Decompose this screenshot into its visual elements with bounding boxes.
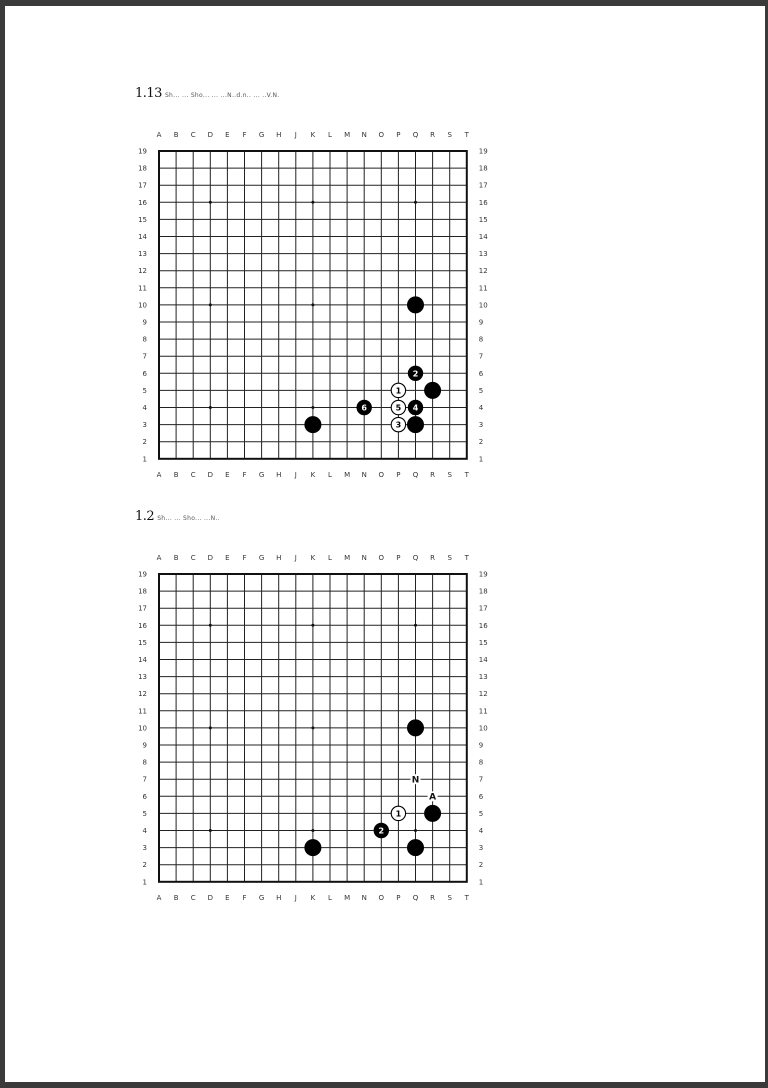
- star-point: [209, 829, 212, 832]
- diagram-2-go-board: [5, 496, 765, 926]
- row-label: 12: [138, 267, 147, 276]
- row-label: 6: [478, 792, 484, 801]
- column-label: H: [276, 554, 282, 562]
- row-label: 19: [478, 147, 488, 156]
- column-label: B: [173, 893, 179, 902]
- column-label: R: [430, 554, 436, 562]
- row-label: 16: [478, 198, 488, 207]
- column-label: A: [156, 554, 162, 562]
- row-label: 18: [138, 164, 147, 173]
- column-label: K: [310, 554, 316, 562]
- row-label: 13: [478, 673, 488, 682]
- star-point: [311, 726, 314, 729]
- star-point: [311, 406, 314, 409]
- row-label: 14: [138, 233, 147, 241]
- row-label: 2: [478, 861, 484, 870]
- row-label: 18: [138, 587, 147, 596]
- row-label: 7: [478, 352, 484, 361]
- row-label: 15: [138, 638, 147, 647]
- column-label: N: [361, 131, 367, 139]
- black-stone: [305, 417, 321, 433]
- row-label: 5: [142, 809, 147, 818]
- column-label: P: [396, 893, 401, 902]
- column-label: M: [344, 470, 351, 479]
- column-label: B: [173, 131, 179, 139]
- row-label: 12: [478, 690, 488, 699]
- row-label: 11: [138, 284, 147, 293]
- star-point: [311, 303, 314, 306]
- board-marker-label: N: [411, 775, 420, 786]
- column-label: N: [361, 470, 367, 479]
- row-label: 8: [142, 758, 147, 767]
- row-label: 3: [478, 844, 484, 853]
- column-label: R: [430, 470, 436, 479]
- column-label: J: [294, 554, 297, 562]
- diagram-1-go-board: [5, 6, 765, 496]
- black-stone: [408, 297, 424, 313]
- row-label: 18: [478, 587, 488, 596]
- row-label: 2: [142, 861, 147, 870]
- row-label: 1: [478, 878, 484, 887]
- column-label: K: [310, 470, 316, 479]
- black-stone: [305, 840, 321, 856]
- column-label: Q: [412, 893, 419, 902]
- column-label: G: [258, 554, 265, 562]
- column-label: A: [156, 470, 162, 479]
- column-label: R: [430, 131, 436, 139]
- star-point: [414, 624, 417, 627]
- column-label: M: [344, 893, 351, 902]
- row-label: 2: [142, 438, 147, 447]
- star-point: [209, 624, 212, 627]
- column-label: H: [276, 470, 282, 479]
- row-label: 17: [478, 604, 488, 613]
- row-label: 10: [138, 301, 147, 310]
- row-label: 11: [478, 707, 488, 716]
- row-label: 7: [142, 775, 147, 784]
- move-number-label: 3: [395, 420, 402, 430]
- row-label: 19: [138, 570, 147, 579]
- column-label: A: [156, 131, 162, 139]
- row-label: 14: [478, 233, 488, 241]
- move-number-label: 1: [395, 386, 402, 396]
- row-label: 6: [478, 369, 484, 378]
- row-label: 1: [478, 455, 484, 464]
- row-label: 9: [478, 318, 484, 327]
- row-label: 16: [138, 621, 147, 630]
- row-label: 13: [138, 673, 147, 682]
- row-label: 18: [478, 164, 488, 173]
- row-label: 15: [478, 215, 488, 224]
- row-label: 17: [138, 604, 147, 613]
- column-label: O: [378, 554, 385, 562]
- row-label: 13: [138, 250, 147, 259]
- star-point: [209, 201, 212, 204]
- row-label: 8: [478, 758, 484, 767]
- diagram-2-number: 1.2: [135, 509, 155, 524]
- star-point: [311, 624, 314, 627]
- column-label: E: [225, 893, 230, 902]
- row-label: 3: [478, 421, 484, 430]
- star-point: [414, 201, 417, 204]
- black-stone: [408, 417, 424, 433]
- row-label: 15: [138, 215, 147, 224]
- row-label: 5: [478, 386, 484, 395]
- move-number-label: 1: [395, 809, 402, 819]
- column-label: S: [447, 131, 452, 139]
- column-label: Q: [412, 470, 419, 479]
- column-label: N: [361, 893, 367, 902]
- row-label: 6: [142, 369, 147, 378]
- column-label: O: [378, 470, 385, 479]
- row-label: 16: [138, 198, 147, 207]
- row-label: 3: [142, 421, 147, 430]
- column-label: F: [242, 554, 247, 562]
- star-point: [209, 406, 212, 409]
- row-label: 12: [478, 267, 488, 276]
- column-label: E: [225, 131, 230, 139]
- black-stone: [425, 382, 441, 398]
- column-label: H: [276, 893, 282, 902]
- column-label: J: [294, 893, 297, 902]
- row-label: 16: [478, 621, 488, 630]
- row-label: 14: [138, 656, 147, 664]
- row-label: 4: [142, 827, 147, 835]
- column-label: F: [242, 131, 247, 139]
- row-label: 17: [478, 181, 488, 190]
- row-label: 7: [478, 775, 484, 784]
- row-label: 19: [478, 570, 488, 579]
- row-label: 8: [142, 335, 147, 344]
- column-label: D: [207, 893, 213, 902]
- row-label: 1: [142, 878, 147, 887]
- column-label: D: [207, 131, 213, 139]
- star-point: [209, 303, 212, 306]
- column-label: H: [276, 131, 282, 139]
- row-label: 7: [142, 352, 147, 361]
- column-label: M: [344, 131, 351, 139]
- column-label: B: [173, 554, 179, 562]
- row-label: 2: [478, 438, 484, 447]
- column-label: D: [207, 470, 213, 479]
- column-label: Q: [412, 131, 419, 139]
- column-label: J: [294, 131, 297, 139]
- column-label: L: [328, 470, 332, 479]
- diagram-1-number: 1.13: [135, 86, 162, 101]
- board-marker-label: A: [429, 792, 437, 803]
- row-label: 6: [142, 792, 147, 801]
- row-label: 11: [478, 284, 488, 293]
- column-label: T: [464, 554, 469, 562]
- row-label: 5: [142, 386, 147, 395]
- row-label: 11: [138, 707, 147, 716]
- column-label: K: [310, 893, 316, 902]
- column-label: O: [378, 131, 385, 139]
- column-label: T: [464, 131, 469, 139]
- column-label: P: [396, 131, 401, 139]
- column-label: O: [378, 893, 385, 902]
- column-label: N: [361, 554, 367, 562]
- column-label: R: [430, 893, 436, 902]
- row-label: 10: [138, 724, 147, 733]
- document-page: [5, 6, 765, 1082]
- row-label: 9: [478, 741, 484, 750]
- row-label: 1: [142, 455, 147, 464]
- column-label: C: [190, 893, 196, 902]
- row-label: 4: [478, 404, 484, 412]
- column-label: Q: [412, 554, 419, 562]
- column-label: G: [258, 131, 265, 139]
- row-label: 13: [478, 250, 488, 259]
- column-label: J: [294, 470, 297, 479]
- column-label: F: [242, 893, 247, 902]
- star-point: [209, 726, 212, 729]
- column-label: M: [344, 554, 351, 562]
- row-label: 3: [142, 844, 147, 853]
- column-label: L: [328, 131, 332, 139]
- move-number-label: 2: [378, 826, 385, 836]
- column-label: P: [396, 470, 401, 479]
- row-label: 9: [142, 741, 147, 750]
- column-label: B: [173, 470, 179, 479]
- column-label: T: [464, 470, 469, 479]
- diagram-2-subtitle: Sh... ... Sho... ...N..: [157, 515, 220, 522]
- row-label: 4: [142, 404, 147, 412]
- column-label: S: [447, 893, 452, 902]
- row-label: 14: [478, 656, 488, 664]
- row-label: 15: [478, 638, 488, 647]
- move-number-label: 2: [412, 369, 419, 379]
- black-stone: [408, 840, 424, 856]
- move-number-label: 4: [412, 403, 419, 413]
- row-label: 10: [478, 724, 488, 733]
- column-label: C: [190, 470, 196, 479]
- black-stone: [408, 720, 424, 736]
- black-stone: [425, 805, 441, 821]
- row-label: 8: [478, 335, 484, 344]
- diagram-1-subtitle: Sh... ... Sho... ... ...N..d.n.. ... ..V.N.: [164, 92, 280, 99]
- column-label: K: [310, 131, 316, 139]
- star-point: [414, 829, 417, 832]
- row-label: 4: [478, 827, 484, 835]
- column-label: P: [396, 554, 401, 562]
- column-label: F: [242, 470, 247, 479]
- column-label: D: [207, 554, 213, 562]
- column-label: S: [447, 470, 452, 479]
- move-number-label: 5: [395, 403, 402, 413]
- row-label: 12: [138, 690, 147, 699]
- column-label: E: [225, 554, 230, 562]
- row-label: 10: [478, 301, 488, 310]
- row-label: 19: [138, 147, 147, 156]
- star-point: [311, 829, 314, 832]
- row-label: 5: [478, 809, 484, 818]
- column-label: G: [258, 470, 265, 479]
- column-label: S: [447, 554, 452, 562]
- star-point: [311, 201, 314, 204]
- column-label: C: [190, 131, 196, 139]
- column-label: A: [156, 893, 162, 902]
- column-label: L: [328, 893, 332, 902]
- column-label: T: [464, 893, 469, 902]
- move-number-label: 6: [361, 403, 367, 413]
- column-label: G: [258, 893, 265, 902]
- column-label: C: [190, 554, 196, 562]
- column-label: L: [328, 554, 332, 562]
- row-label: 9: [142, 318, 147, 327]
- column-label: E: [225, 470, 230, 479]
- row-label: 17: [138, 181, 147, 190]
